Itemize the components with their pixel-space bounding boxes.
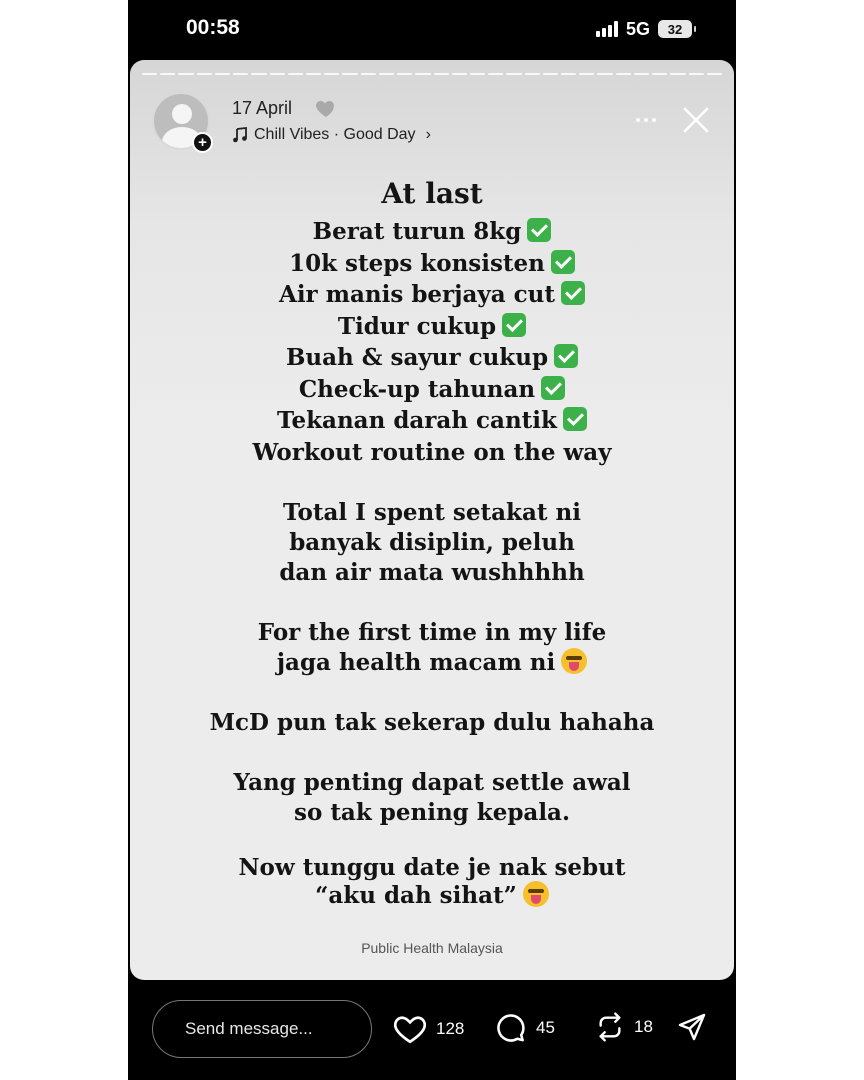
heart-icon (392, 1011, 428, 1047)
music-label: Chill Vibes · Good Day (254, 126, 416, 143)
source-credit: Public Health Malaysia (361, 940, 503, 956)
paragraph-line: jaga health macam ni (130, 648, 734, 678)
check-icon (551, 250, 575, 274)
check-icon (561, 281, 585, 305)
send-message-input[interactable]: Send message... (152, 1000, 372, 1058)
check-icon (554, 344, 578, 368)
comment-icon (494, 1011, 528, 1045)
story-title: At last (381, 177, 483, 210)
repost-count: 18 (634, 1017, 653, 1036)
chevron-right-icon: › (425, 126, 431, 143)
paragraph-line: Now tunggu date je nak sebut (238, 854, 626, 881)
comment-count: 45 (536, 1018, 555, 1037)
checklist-item: Tekanan darah cantik (130, 405, 734, 437)
network-type: 5G (625, 18, 650, 39)
checklist-last-line: Workout routine on the way (252, 438, 612, 466)
checklist-item: 10k steps konsisten (130, 248, 734, 280)
tongue-emoji-icon (523, 881, 549, 907)
music-note-icon (232, 127, 248, 143)
like-button[interactable] (392, 1011, 464, 1047)
story-card[interactable] (130, 60, 734, 980)
repost-icon (594, 1011, 626, 1043)
tongue-emoji-icon (561, 648, 587, 674)
check-icon (502, 313, 526, 337)
comment-button[interactable] (494, 1011, 555, 1045)
paragraph-line: Yang penting dapat settle awal (233, 769, 631, 796)
close-icon[interactable] (682, 106, 710, 134)
paragraph-line: For the first time in my life (257, 619, 607, 646)
paragraph-line: “aku dah sihat” (130, 881, 734, 909)
story-date: 17 April (232, 98, 293, 118)
heart-icon (314, 96, 338, 120)
story-text (130, 172, 734, 909)
checklist-item: Berat turun 8kg (130, 216, 734, 248)
checklist-item: Check-up tahunan (130, 374, 734, 406)
like-count: 128 (436, 1019, 465, 1038)
check-icon (541, 376, 565, 400)
check-icon (527, 218, 551, 242)
paragraph-line: Total I spent setakat ni (283, 499, 581, 526)
paragraph-line: McD pun tak sekerap dulu hahaha (209, 709, 655, 736)
send-icon (676, 1011, 708, 1043)
follow-plus-icon[interactable]: + (192, 132, 213, 153)
repost-button[interactable] (594, 1011, 653, 1043)
more-icon[interactable] (636, 118, 656, 122)
paragraph-line: dan air mata wushhhhh (279, 559, 585, 586)
battery-indicator: 32 (658, 20, 692, 38)
check-icon (563, 407, 587, 431)
share-button[interactable] (676, 1011, 708, 1043)
paragraph-line: so tak pening kepala. (294, 799, 570, 826)
checklist-item: Buah & sayur cukup (130, 342, 734, 374)
phone-screen (128, 0, 736, 1080)
paragraph-line: banyak disiplin, peluh (289, 529, 575, 556)
checklist-item: Tidur cukup (130, 311, 734, 343)
music-link[interactable] (232, 126, 431, 144)
checklist-item: Air manis berjaya cut (130, 279, 734, 311)
status-icons (596, 18, 692, 40)
story-progress-bar (142, 73, 722, 77)
status-time: 00:58 (186, 16, 240, 39)
signal-icon (596, 21, 618, 37)
